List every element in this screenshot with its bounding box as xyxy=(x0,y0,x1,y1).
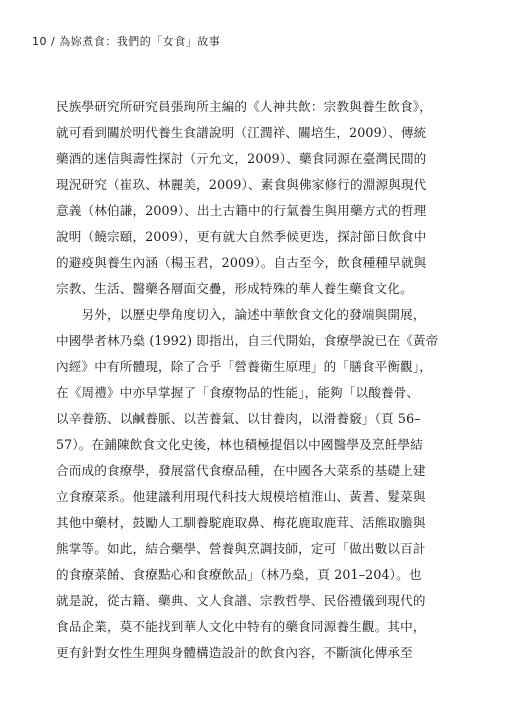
text-line: 民族學研究所研究員張珣所主編的《人神共飲：宗教與養生飲食》， xyxy=(56,99,433,114)
text-line: 的避疫與養生內涵（楊玉君，2009）。自古至今，飲食種種早就與 xyxy=(56,255,427,270)
text-line: 藥酒的迷信與壽性探討（亓允文，2009）、藥食同源在臺灣民間的 xyxy=(56,151,427,166)
text-line: 的食療菜餚、食療點心和食療飲品」（林乃燊，頁 201–204）。也 xyxy=(56,567,422,582)
page-number: 10 xyxy=(32,35,47,48)
text-line: 以辛養筋、以鹹養脈、以苦養氣、以甘養肉，以滑養竅」（頁 56– xyxy=(56,411,421,426)
running-head xyxy=(32,33,220,49)
text-line: 內經》中有所體現，除了合乎「營養衛生原理」的「膳食平衡觀」， xyxy=(56,359,433,374)
text-line: 就可看到關於明代養生食譜說明（江潤祥、關培生，2009）、傳統 xyxy=(56,125,427,140)
text-line: 在《周禮》中亦早掌握了「食療物品的性能」，能夠「以酸養骨、 xyxy=(56,385,420,400)
text-line: 合而成的食療學，發展當代食療品種，在中國各大菜系的基礎上建 xyxy=(56,463,426,478)
text-line: 熊掌等。如此，結合藥學、營養與烹調技師，定可「做出數以百計 xyxy=(56,541,426,556)
text-line: 宗教、生活、醫藥各層面交疊，形成特殊的華人養生藥食文化。 xyxy=(56,281,413,296)
text-line: 其他中藥材，鼓勵人工馴養駝鹿取鼻、梅花鹿取鹿茸、活熊取膽與 xyxy=(56,515,426,530)
paragraph-2 xyxy=(56,302,472,666)
text-line: 中國學者林乃燊 (1992) 即指出，自三代開始，食療學說已在《黃帝 xyxy=(56,333,439,348)
book-title: 為妳煮食：我們的「女食」故事 xyxy=(59,35,221,48)
text-line: 就是說，從古籍、藥典、文人食譜、宗教哲學、民俗禮儀到現代的 xyxy=(56,593,426,608)
paragraph-1 xyxy=(56,94,472,302)
text-line: 立食療菜系。他建議利用現代科技大規模培植淮山、黃耆、髮菜與 xyxy=(56,489,426,504)
body-text xyxy=(56,94,472,666)
text-line: 現況研究（崔玖、林麗美，2009）、素食與佛家修行的淵源與現代 xyxy=(56,177,427,192)
text-line: 另外，以歷史學角度切入，論述中華飲食文化的發端與開展， xyxy=(56,307,426,322)
text-line: 說明（饒宗頤，2009），更有就大自然季候更迭，探討節日飲食中 xyxy=(56,229,427,244)
text-line: 意義（林伯謙，2009）、出土古籍中的行氣養生與用藥方式的哲理 xyxy=(56,203,427,218)
running-head-separator: / xyxy=(51,35,56,48)
text-line: 更有針對女性生理與身體構造設計的飲食內容，不斷演化傳承至 xyxy=(56,645,413,660)
text-line: 食品企業，莫不能找到華人文化中特有的藥食同源養生觀。其中， xyxy=(56,619,426,634)
text-line: 57）。在鋪陳飲食文化史後，林也積極提倡以中國醫學及烹飪學結 xyxy=(56,437,423,452)
